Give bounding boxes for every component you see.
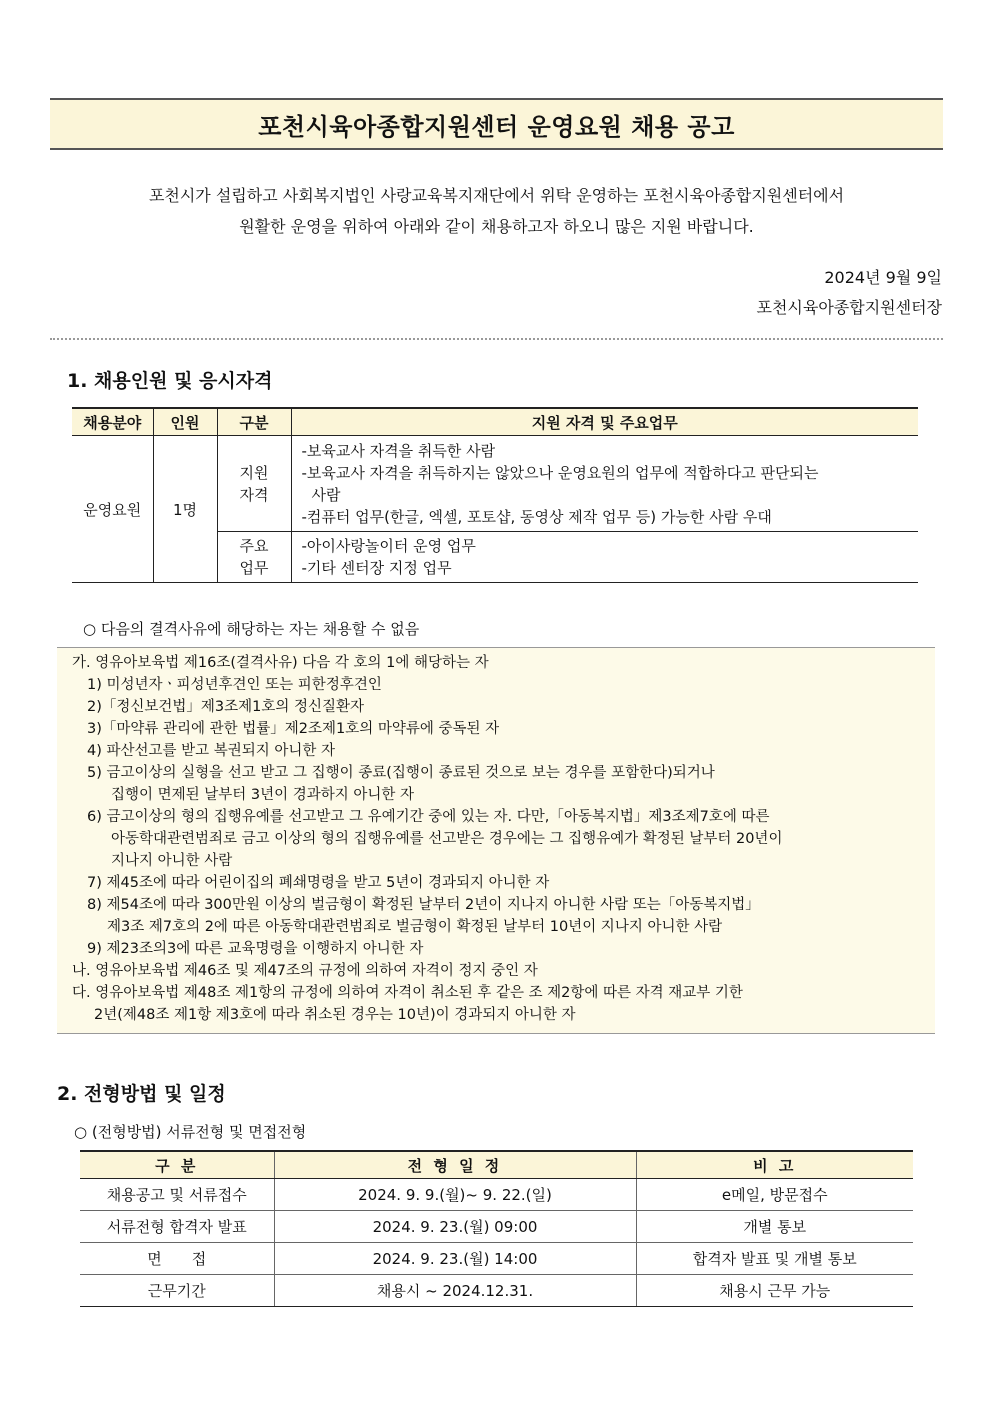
schedule-date: 2024. 9. 23.(월) 09:00 [274,1211,636,1243]
issuer: 포천시육아종합지원센터장 [756,298,942,317]
list-item: 6) 금고이상의 형의 집행유예를 선고받고 그 유예기간 중에 있는 자. 다만,「아동복지법」제3조제7호에 따른 [87,809,770,825]
table-header-row [72,408,918,436]
duty-label-cell [217,532,291,583]
qual-label-cell [217,436,291,532]
list-item: 4) 파산선고를 받고 복권되지 아니한 자 [87,743,336,759]
schedule-category: 근무기간 [80,1275,274,1307]
table-row [72,436,918,532]
qual-label: 지원 [239,463,269,482]
header-type: 구분 [217,408,291,436]
header-schedule: 전 형 일 정 [274,1151,636,1179]
list-item: 9) 제23조의3에 따른 교육명령을 이행하지 아니한 자 [87,941,424,957]
list-item: 2)「정신보건법」제3조제1호의 정신질환자 [87,699,365,715]
header-note: 비 고 [636,1151,913,1179]
list-item: 제3조 제7호의 2에 따른 아동학대관련범죄로 벌금형이 확정된 날부터 10년이 지나지 아니한 사람 [107,919,723,935]
list-item: -보육교사 자격을 취득하지는 않았으나 운영요원의 업무에 적합하다고 판단되는 [301,463,819,482]
header-detail: 지원 자격 및 주요업무 [291,408,918,436]
table-row [80,1179,913,1211]
list-item: 나. 영유아보육법 제46조 및 제47조의 규정에 의하여 자격이 정지 중인 자 [72,963,538,979]
schedule-category: 서류전형 합격자 발표 [80,1211,274,1243]
intro-line: 원활한 운영을 위하여 아래와 같이 채용하고자 하오니 많은 지원 바랍니다. [239,217,754,236]
issue-date: 2024년 9월 9일 [824,268,942,287]
list-item: 2년(제48조 제1항 제3호에 따라 취소된 경우는 10년)이 경과되지 아니한 자 [94,1007,576,1023]
header-field: 채용분야 [72,408,153,436]
dotted-divider [50,338,943,340]
schedule-date: 2024. 9. 9.(월)~ 9. 22.(일) [274,1179,636,1211]
schedule-note: e메일, 방문접수 [636,1179,913,1211]
intro-text [60,180,933,242]
table-row [80,1243,913,1275]
schedule-date: 2024. 9. 23.(월) 14:00 [274,1243,636,1275]
list-item: 7) 제45조에 따라 어린이집의 폐쇄명령을 받고 5년이 경과되지 아니한 자 [87,875,550,891]
qual-label: 자격 [239,485,269,504]
qual-list-cell [291,436,918,532]
table-row [80,1275,913,1307]
title-banner [50,98,943,150]
header-category: 구 분 [80,1151,274,1179]
list-item: 지나지 아니한 사람 [111,853,233,869]
list-item: 3)「마약류 관리에 관한 법률」제2조제1호의 마약류에 중독된 자 [87,721,500,737]
selection-method: ○ (전형방법) 서류전형 및 면접전형 [74,1123,307,1141]
section-2-title: 2. 전형방법 및 일정 [57,1083,226,1105]
intro-line: 포천시가 설립하고 사회복지법인 사랑교육복지재단에서 위탁 운영하는 포천시육아종합지원센터에서 [148,186,845,205]
page-title: 포천시육아종합지원센터 운영요원 채용 공고 [258,112,735,141]
schedule-category: 채용공고 및 서류접수 [80,1179,274,1211]
count-cell: 1명 [153,436,217,583]
duty-label: 주요 [239,537,269,555]
schedule-category: 면 접 [80,1243,274,1275]
duty-label: 업무 [239,559,269,577]
list-item: -기타 센터장 지정 업무 [301,559,452,577]
issue-block [757,264,942,322]
list-item: 5) 금고이상의 실형을 선고 받고 그 집행이 종료(집행이 종료된 것으로 보는 경우를 포함한다)되거나 [87,765,715,781]
duty-list-cell [291,532,918,583]
schedule-date: 채용시 ~ 2024.12.31. [274,1275,636,1307]
section-1-title: 1. 채용인원 및 응시자격 [67,370,273,392]
table-header-row [80,1151,913,1179]
disqualify-note: ○ 다음의 결격사유에 해당하는 자는 채용할 수 없음 [83,620,420,638]
list-item: 아동학대관련범죄로 금고 이상의 형의 집행유예를 선고받은 경우에는 그 집행유예가 확정된 날부터 20년이 [111,831,783,847]
list-item: 8) 제54조에 따라 300만원 이상의 벌금형이 확정된 날부터 2년이 지나지 아니한 사람 또는「아동복지법」 [87,897,760,913]
schedule-table [80,1150,913,1307]
recruit-table [72,407,918,583]
list-item: 1) 미성년자ㆍ피성년후견인 또는 피한정후견인 [87,677,382,693]
list-item: -컴퓨터 업무(한글, 엑셀, 포토샵, 동영상 제작 업무 등) 가능한 사람 우대 [301,507,772,526]
list-item: 사람 [311,485,341,504]
header-count: 인원 [153,408,217,436]
list-item: 집행이 면제된 날부터 3년이 경과하지 아니한 자 [111,787,415,803]
schedule-note: 개별 통보 [636,1211,913,1243]
disqualify-box [57,647,935,1034]
list-item: 가. 영유아보육법 제16조(결격사유) 다음 각 호의 1에 해당하는 자 [72,655,489,671]
table-row [80,1211,913,1243]
field-cell: 운영요원 [72,436,153,583]
list-item: -아이사랑놀이터 운영 업무 [301,537,476,555]
list-item: -보육교사 자격을 취득한 사람 [301,441,496,460]
schedule-note: 합격자 발표 및 개별 통보 [636,1243,913,1275]
schedule-note: 채용시 근무 가능 [636,1275,913,1307]
list-item: 다. 영유아보육법 제48조 제1항의 규정에 의하여 자격이 취소된 후 같은 조 제2항에 따른 자격 재교부 기한 [72,985,743,1001]
